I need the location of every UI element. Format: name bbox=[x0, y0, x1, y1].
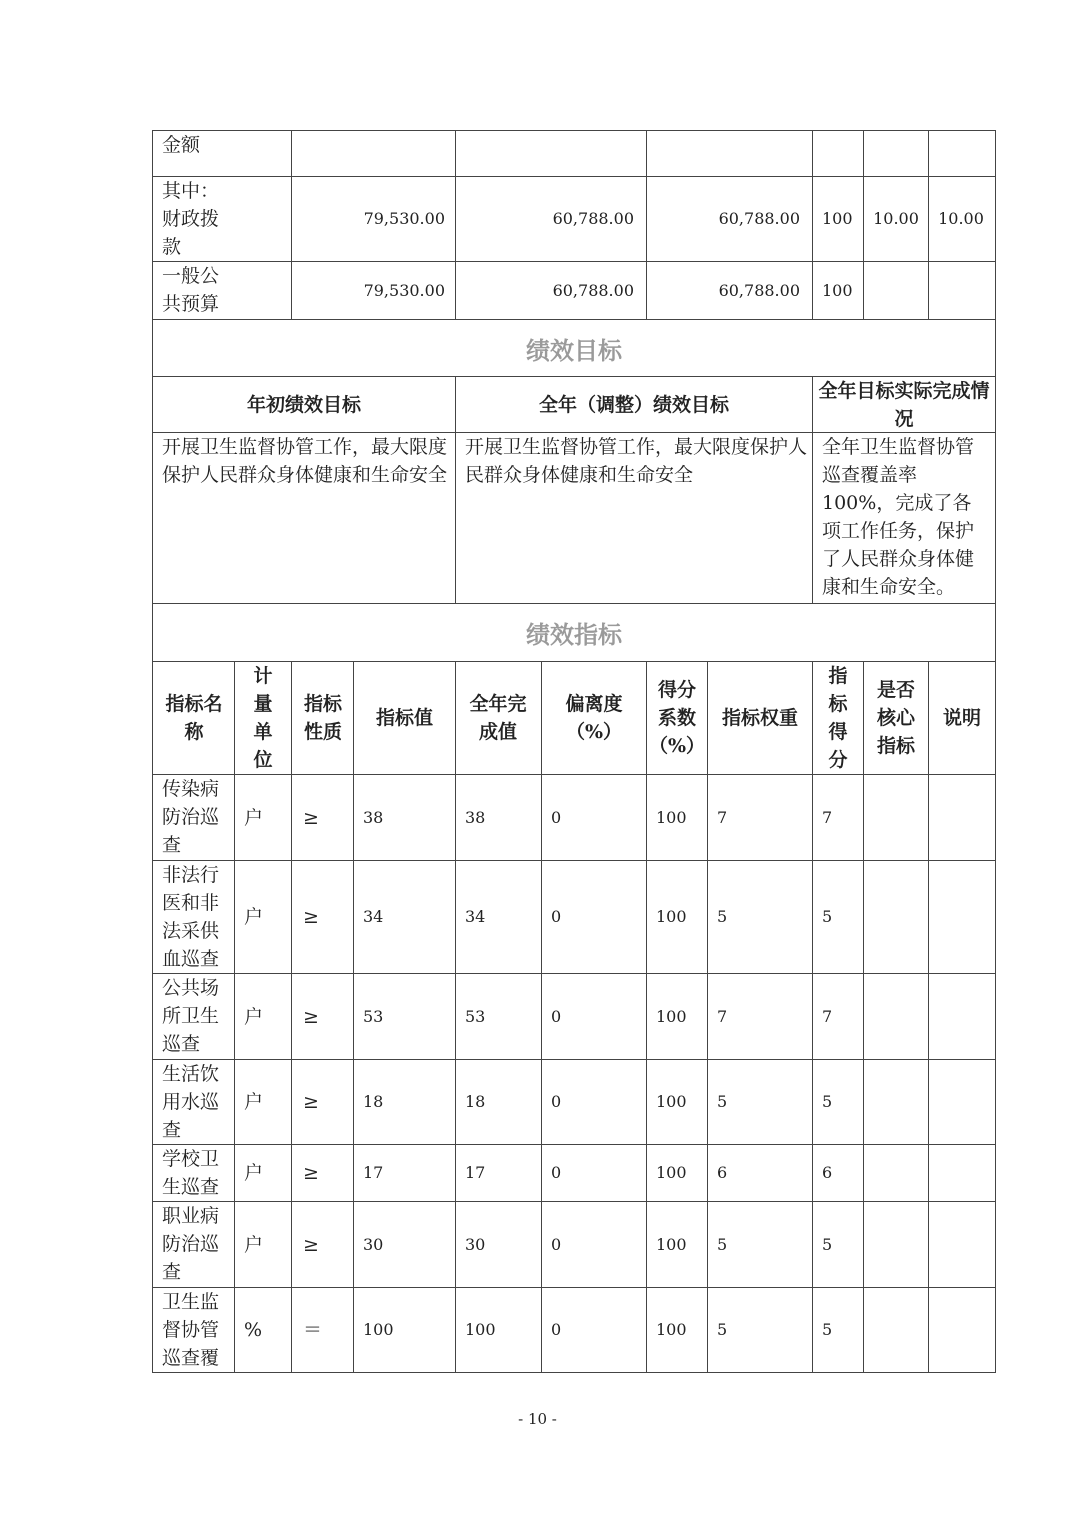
indicator-deviation: 0 bbox=[551, 1006, 562, 1026]
indicator-deviation: 0 bbox=[551, 1092, 562, 1111]
indicator-coefficient: 100 bbox=[656, 1320, 687, 1339]
indicator-weight: 5 bbox=[717, 907, 728, 926]
indicator-score: 5 bbox=[822, 1234, 833, 1254]
header-coefficient: 得分系数（%） bbox=[648, 679, 706, 757]
indicator-coefficient: 100 bbox=[656, 1163, 687, 1182]
indicator-coefficient: 100 bbox=[656, 1092, 687, 1111]
indicator-target: 17 bbox=[363, 1163, 384, 1182]
indicator-deviation: 0 bbox=[551, 907, 562, 926]
goals-actual-text: 全年卫生监督协管巡查覆盖率100%，完成了各项工作任务，保护了人民群众身体健康和生命安全。 bbox=[822, 436, 975, 598]
indicator-coefficient: 100 bbox=[656, 907, 687, 926]
indicator-target: 38 bbox=[363, 807, 384, 827]
indicator-coefficient: 100 bbox=[656, 1006, 687, 1026]
indicator-name: 职业病防治巡查 bbox=[162, 1205, 220, 1283]
indicator-nature: ≥ bbox=[303, 1162, 319, 1184]
indicator-unit: 户 bbox=[244, 806, 264, 829]
budget-executed-value: 60,788.00 bbox=[718, 209, 800, 228]
indicator-weight: 5 bbox=[717, 1320, 728, 1339]
indicator-deviation: 0 bbox=[551, 807, 562, 827]
indicator-target: 53 bbox=[363, 1006, 384, 1026]
budget-row-label: 金额 bbox=[162, 134, 201, 156]
goals-adjusted-text: 开展卫生监督协管工作，最大限度保护人民群众身体健康和生命安全 bbox=[465, 436, 808, 486]
indicator-score: 5 bbox=[822, 907, 833, 926]
indicator-name: 传染病防治巡查 bbox=[162, 778, 220, 856]
indicator-actual: 18 bbox=[465, 1092, 486, 1111]
indicator-actual: 17 bbox=[465, 1163, 486, 1182]
indicator-actual: 100 bbox=[465, 1320, 496, 1339]
indicator-target: 34 bbox=[363, 907, 384, 926]
header-note: 说明 bbox=[942, 707, 981, 729]
goals-initial-text: 开展卫生监督协管工作，最大限度保护人民群众身体健康和生命安全 bbox=[162, 436, 448, 486]
page-number: - 10 - bbox=[518, 1410, 557, 1428]
goals-header-adjusted: 全年（调整）绩效目标 bbox=[538, 393, 729, 416]
indicator-actual: 53 bbox=[465, 1006, 486, 1026]
indicator-score: 5 bbox=[822, 1092, 833, 1111]
indicator-weight: 7 bbox=[717, 807, 728, 827]
header-nature: 指标性质 bbox=[303, 693, 342, 743]
indicator-unit: % bbox=[244, 1319, 263, 1341]
budget-executed-value: 60,788.00 bbox=[718, 280, 800, 300]
indicator-nature: ＝ bbox=[303, 1319, 323, 1341]
indicator-coefficient: 100 bbox=[656, 807, 687, 827]
budget-annual-value: 79,530.00 bbox=[363, 209, 445, 228]
indicator-nature: ≥ bbox=[303, 1091, 319, 1113]
budget-row-label: 一般公共预算 bbox=[162, 265, 220, 315]
budget-row-label: 其中：财政拨款 bbox=[162, 180, 220, 258]
indicator-deviation: 0 bbox=[551, 1163, 562, 1182]
indicator-name: 非法行医和非法采供血巡查 bbox=[162, 864, 220, 970]
indicator-unit: 户 bbox=[244, 1005, 264, 1028]
indicator-unit: 户 bbox=[244, 1162, 264, 1184]
indicator-weight: 7 bbox=[717, 1006, 728, 1026]
indicator-unit: 户 bbox=[244, 1091, 264, 1113]
indicator-actual: 30 bbox=[465, 1234, 486, 1254]
budget-rate-value: 100 bbox=[822, 209, 853, 228]
indicator-target: 18 bbox=[363, 1092, 384, 1111]
indicator-coefficient: 100 bbox=[656, 1234, 687, 1254]
indicator-weight: 5 bbox=[717, 1092, 728, 1111]
indicator-unit: 户 bbox=[244, 906, 264, 928]
goals-header-actual: 全年目标实际完成情况 bbox=[818, 380, 990, 430]
budget-rate-value: 100 bbox=[822, 280, 853, 300]
indicator-nature: ≥ bbox=[303, 1233, 319, 1256]
header-unit: 计量单位 bbox=[253, 665, 273, 771]
budget-annual-value: 79,530.00 bbox=[363, 280, 445, 300]
indicator-target: 100 bbox=[363, 1320, 394, 1339]
budget-adjusted-value: 60,788.00 bbox=[552, 209, 634, 228]
goals-section-title: 绩效目标 bbox=[526, 336, 622, 365]
goals-header-initial: 年初绩效目标 bbox=[246, 393, 361, 416]
indicator-actual: 34 bbox=[465, 907, 486, 926]
header-target: 指标值 bbox=[375, 707, 433, 729]
indicator-score: 7 bbox=[822, 1006, 833, 1026]
indicator-unit: 户 bbox=[244, 1233, 264, 1256]
indicator-name: 卫生监督协管巡查覆 bbox=[162, 1291, 220, 1369]
header-actual: 全年完成值 bbox=[469, 693, 527, 743]
indicator-deviation: 0 bbox=[551, 1320, 562, 1339]
indicator-nature: ≥ bbox=[303, 1005, 319, 1028]
header-indicator-name: 指标名称 bbox=[165, 693, 223, 743]
header-core: 是否核心指标 bbox=[876, 679, 915, 757]
indicator-weight: 5 bbox=[717, 1234, 728, 1254]
indicator-target: 30 bbox=[363, 1234, 384, 1254]
indicator-actual: 38 bbox=[465, 807, 486, 827]
indicator-weight: 6 bbox=[717, 1163, 728, 1182]
indicators-section-title: 绩效指标 bbox=[526, 621, 622, 649]
indicator-deviation: 0 bbox=[551, 1234, 562, 1254]
indicator-score: 6 bbox=[822, 1163, 833, 1182]
header-score: 指标得分 bbox=[828, 665, 848, 771]
indicator-nature: ≥ bbox=[303, 906, 319, 928]
indicator-score: 5 bbox=[822, 1320, 833, 1339]
budget-weight-value: 10.00 bbox=[873, 209, 919, 228]
indicator-name: 生活饮用水巡查 bbox=[162, 1063, 220, 1141]
indicator-name: 学校卫生巡查 bbox=[162, 1148, 220, 1198]
header-deviation: 偏离度（%） bbox=[565, 693, 623, 743]
indicator-nature: ≥ bbox=[303, 806, 319, 829]
budget-adjusted-value: 60,788.00 bbox=[552, 280, 634, 300]
indicator-score: 7 bbox=[822, 807, 833, 827]
indicator-name: 公共场所卫生巡查 bbox=[162, 977, 220, 1055]
header-weight: 指标权重 bbox=[721, 707, 798, 729]
budget-score-value: 10.00 bbox=[938, 209, 984, 228]
